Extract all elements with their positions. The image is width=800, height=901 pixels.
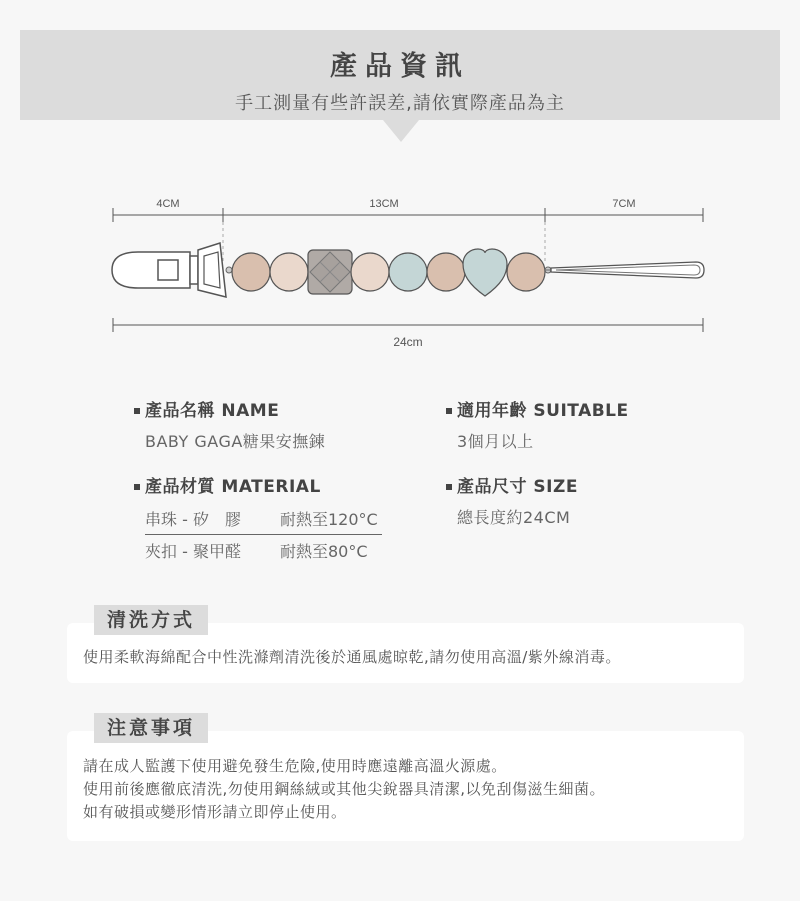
notes-list xyxy=(67,731,744,824)
strap-length-label: 7CM xyxy=(612,198,636,210)
bullet-icon xyxy=(446,408,452,414)
bullet-icon xyxy=(134,408,140,414)
info-size xyxy=(446,472,578,528)
top-dimension-lines xyxy=(113,208,703,222)
page-title: 產品資訊 xyxy=(330,51,470,82)
product-diagram xyxy=(0,180,800,360)
bead-hexagon xyxy=(308,250,352,294)
bead-cream xyxy=(270,253,308,291)
material-name: 夾扣 - 聚甲醛 xyxy=(145,542,241,561)
info-material xyxy=(134,472,382,566)
notes-line: 如有破損或變形情形請立即停止使用。 xyxy=(83,803,347,821)
material-row xyxy=(145,503,382,535)
notes-line: 使用前後應徹底清洗,勿使用鋼絲絨或其他尖銳器具清潔,以免刮傷滋生細菌。 xyxy=(83,780,606,798)
bead-heart xyxy=(463,249,507,296)
info-size-title: 產品尺寸 SIZE xyxy=(457,477,578,497)
info-suitable-value: 3個月以上 xyxy=(457,432,534,451)
cleaning-tab: 清洗方式 xyxy=(94,605,208,635)
info-suitable-title: 適用年齡 SUITABLE xyxy=(457,401,629,421)
material-row xyxy=(145,535,382,567)
info-material-title: 產品材質 MATERIAL xyxy=(145,477,321,497)
bead-blue xyxy=(389,253,427,291)
total-length-label: 24cm xyxy=(393,335,423,349)
header-pointer xyxy=(383,120,419,142)
beads xyxy=(232,249,545,296)
bullet-icon xyxy=(134,484,140,490)
notes-card xyxy=(67,731,744,841)
notes-line: 請在成人監護下使用避免發生危險,使用時應遠離高溫火源處。 xyxy=(83,757,507,775)
page-subtitle: 手工測量有些許誤差,請依實際產品為主 xyxy=(235,93,565,114)
info-name-title: 產品名稱 NAME xyxy=(145,401,280,421)
material-heat: 耐熱至120°C xyxy=(280,503,382,535)
material-name: 串珠 - 矽 膠 xyxy=(145,503,280,535)
clip-icon xyxy=(112,243,232,297)
info-name-value: BABY GAGA糖果安撫鍊 xyxy=(145,432,326,451)
material-heat: 耐熱至80°C xyxy=(280,542,368,561)
info-suitable xyxy=(446,396,629,452)
info-name xyxy=(134,396,325,452)
strap-icon xyxy=(545,262,704,278)
bead-tan xyxy=(232,253,270,291)
info-size-value: 總長度約24CM xyxy=(457,508,571,527)
bead-tan xyxy=(507,253,545,291)
beads-length-label: 13CM xyxy=(369,198,399,210)
bullet-icon xyxy=(446,484,452,490)
material-table xyxy=(145,503,382,566)
bead-tan xyxy=(427,253,465,291)
cleaning-text: 使用柔軟海綿配合中性洗滌劑清洗後於通風處晾乾,請勿使用高溫/紫外線消毒。 xyxy=(83,648,621,666)
header-banner xyxy=(20,30,780,120)
notes-tab: 注意事項 xyxy=(94,713,208,743)
clip-length-label: 4CM xyxy=(156,198,180,210)
bead-cream xyxy=(351,253,389,291)
bottom-dimension-line xyxy=(113,318,703,332)
